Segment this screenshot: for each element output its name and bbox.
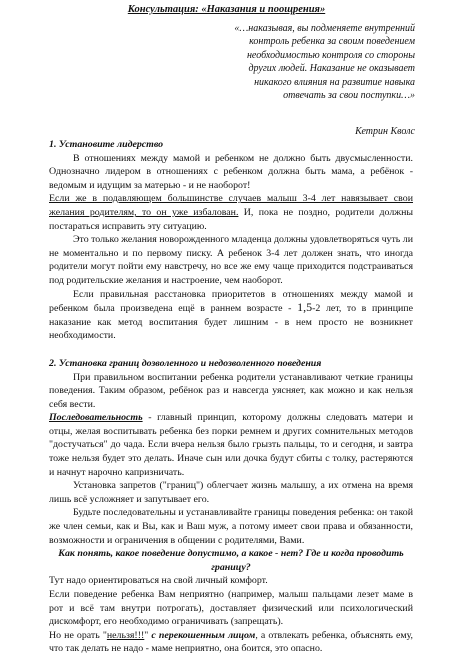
emphasis-text: с перекошенным лицом xyxy=(151,629,256,641)
spacer xyxy=(49,343,413,357)
section-2-heading: 2. Установка границ дозволенного и недозволенного поведения xyxy=(49,357,322,369)
paragraph: Установка запретов ("границ") облегчает жизнь малышу, а их отмена на время лишь всё усложняет и запутывает его. xyxy=(49,480,413,505)
paragraph xyxy=(49,288,413,343)
paragraph: Тут надо ориентироваться на свой личный комфорт. xyxy=(49,575,268,587)
question-heading: Как понять, какое поведение допустимо, а какое - нет? Где и когда проводить границу? xyxy=(58,548,404,573)
quote-line: никакого влияния на развитие навыка xyxy=(254,76,415,88)
quote-author: Кетрин Кволс xyxy=(355,126,415,137)
document-body xyxy=(49,138,413,656)
paragraph xyxy=(49,629,413,656)
paragraph-text: , а отвлекать ребенка, объяснять ему, что так делать не надо - маме неприятно, она боится, это опасно. xyxy=(49,629,414,655)
underlined-text: Если же в подавляющем большинстве случаев малыш 3-4 лет навязывает свои желания родителям, то он уже избалован. xyxy=(49,193,413,218)
paragraph-text: Если правильная расстановка приоритетов в отношениях между мамой и ребенком была произведена ещё в раннем возрасте - xyxy=(49,288,413,315)
epigraph-quote xyxy=(165,22,415,102)
quote-line: других людей. Наказание не оказывает xyxy=(248,63,415,75)
paragraph-text: " xyxy=(144,629,152,641)
quote-line: контроль ребенка за своим поведением xyxy=(249,36,415,48)
paragraph: Если поведение ребенка Вам неприятно (например, малыш пальцами лезет маме в рот и всё там внутри потрогать), доставляет физический или психологический дискомфорт, его необходимо ограничивать (запрещать). xyxy=(49,589,413,628)
paragraph-text: И, пока не поздно, родители должны постараться исправить эту ситуацию. xyxy=(49,206,413,232)
document-title: Консультация: «Наказания и поощрения» xyxy=(127,4,326,15)
quote-line: необходимостью контроля со стороны xyxy=(246,49,415,61)
paragraph xyxy=(49,411,413,479)
paragraph-text: - главный принцип, которому должны следовать матери и отцы, желая воспитывать ребенка без порки ремнем и других сомнительных методов "достучаться" до чада. Если вчера нельзя было грызть пальцы, то и сегодня, и завтра тоже нельзя будет это делать. Иначе сын или дочка будут сбиты с толку, растеряются и начнут нарочно капризничать. xyxy=(49,412,413,478)
underlined-text: нельзя!!! xyxy=(106,629,145,641)
paragraph xyxy=(49,192,413,233)
section-1-heading: 1. Установите лидерство xyxy=(49,139,164,150)
quote-line: отвечать за свои поступки…» xyxy=(283,90,415,102)
key-term: Последовательность xyxy=(49,412,143,424)
paragraph: Будьте последовательны и устанавливайте границы поведения ребенка: он такой же член семьи, как и Вы, как и Ваш муж, а потому имеет свои права и обязанности, возможности и ограничения в общении с родителями, Вами. xyxy=(49,507,413,546)
quote-line: «…наказывая, вы подменяете внутренний xyxy=(234,23,415,34)
paragraph: При правильном воспитании ребенка родители устанавливают четкие границы поведения. Таким образом, ребёнок раз и навсегда уясняет, как можно и как нельзя себя вести. xyxy=(49,371,413,410)
paragraph-text: -2 лет, то в принципе наказание как метод воспитания будет лишним - в нем просто не возникнет необходимости. xyxy=(49,303,413,342)
paragraph-text: Но не орать " xyxy=(49,629,107,641)
paragraph: Это только желания новорожденного младенца должны удовлетворяться чуть ли не моментально и по первому писку. А ребенок 3-4 лет должен знать, что иногда родители могут пойти ему навстречу, но все же ему чаще приходится подстраиваться под родительские желания и настроение, чем наоборот. xyxy=(49,234,413,286)
paragraph: В отношениях между мамой и ребенком не должно быть двусмысленности. Однозначно лидером в отношениях с ребенком должна быть мама, а ребёнок - ведомым и идущим за матерью - и не наоборот! xyxy=(49,152,413,191)
age-value: 1,5 xyxy=(297,300,313,315)
